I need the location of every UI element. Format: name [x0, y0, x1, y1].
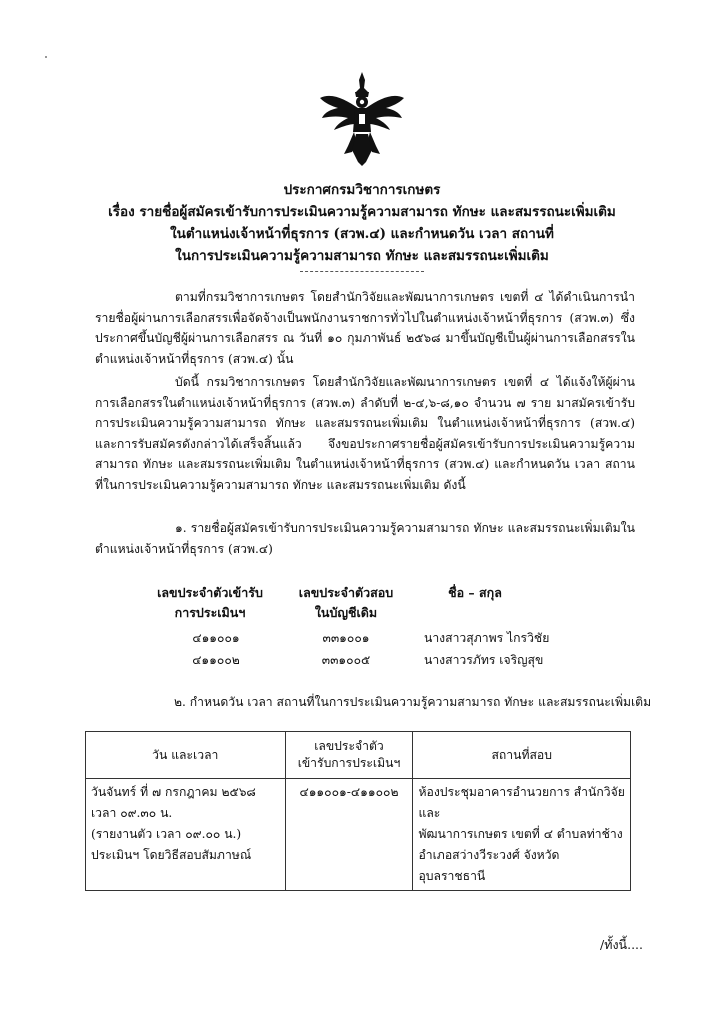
- candidate-1-exam-id: ๓๓๑๐๐๑: [322, 631, 370, 645]
- section-1-heading: ๑. รายชื่อผู้สมัครเข้ารับการประเมินความรู้ความสามารถ ทักษะ และสมรรถนะเพิ่มเติมในตำแหน่งเจ้าหน้าที่ธุรการ (สวพ.๔): [95, 521, 635, 556]
- candidate-2-eval-id: ๔๑๑๐๐๒: [192, 653, 240, 667]
- schedule-header-datetime: [86, 732, 286, 779]
- schedule-date: วันจันทร์ ที่ ๗ กรกฎาคม ๒๕๖๘: [91, 785, 256, 799]
- schedule-header-ids-line-2: เข้ารับการประเมินฯ: [297, 756, 401, 770]
- subject-line-1: เรื่อง รายชื่อผู้สมัครเข้ารับการประเมินความรู้ความสามารถ ทักษะ และสมรรถนะเพิ่มเติม: [108, 204, 616, 220]
- schedule-table: [85, 731, 631, 891]
- candidate-2-name: นางสาวรภัทร เจริญสุข: [424, 653, 544, 667]
- subject-line-2: ในตำแหน่งเจ้าหน้าที่ธุรการ (สวพ.๔) และกำหนดวัน เวลา สถานที่: [170, 226, 554, 242]
- schedule-place-line-3: อำเภอสว่างวีระวงศ์ จังหวัดอุบลราชธานี: [418, 848, 560, 883]
- schedule-place-cell: [413, 779, 631, 891]
- garuda-emblem-icon: [318, 70, 406, 168]
- paragraph-announcement: บัดนี้ กรมวิชาการเกษตร โดยสำนักวิจัยและพัฒนาการเกษตร เขตที่ ๔ ได้แจ้งให้ผู้ผ่านการเลือกสรรในตำแหน่งเจ้าหน้าที่ธุรการ (สวพ.๓) ลำดับที่ ๒-๔,๖-๘,๑๐ จำนวน ๗ ราย มาสมัครเข้ารับการประเมินความรู้ความสามารถ ทักษะ และสมรรถนะเพิ่มเติม ในตำแหน่งเจ้าหน้าที่ธุรการ (สวพ.๔) และการรับสมัครดังกล่าวได้เสร็จสิ้นแล้ว จึงขอประกาศรายชื่อผู้สมัครเข้ารับการประเมินความรู้ความสามารถ ทักษะ และสมรรถนะเพิ่มเติม ในตำแหน่งเจ้าหน้าที่ธุรการ (สวพ.๔) และกำหนดวัน เวลา สถานที่ในการประเมินความรู้ความสามารถ ทักษะ และสมรรถนะเพิ่มเติม ดังนี้: [95, 375, 635, 492]
- candidate-1-eval-id: ๔๑๑๐๐๑: [192, 631, 240, 645]
- col-exam-id-header-2: ในบัญชีเดิม: [314, 605, 378, 620]
- divider-line: [300, 271, 424, 272]
- issuer-title: ประกาศกรมวิชาการเกษตร: [283, 182, 441, 198]
- schedule-header-ids: [285, 732, 413, 779]
- candidate-2-exam-id: ๓๓๑๐๐๕: [321, 653, 371, 667]
- schedule-header-place-label: สถานที่สอบ: [491, 747, 552, 762]
- scan-speck: [45, 56, 47, 58]
- schedule-datetime-cell: [86, 779, 286, 891]
- schedule-id-range: ๔๑๑๐๐๑-๔๑๑๐๐๒: [299, 785, 399, 799]
- col-exam-id-header-1: เลขประจำตัวสอบ: [298, 585, 394, 600]
- schedule-method: ประเมินฯ โดยวิธีสอบสัมภาษณ์: [91, 848, 252, 862]
- schedule-report-time: (รายงานตัว เวลา ๐๙.๐๐ น.): [91, 827, 242, 841]
- continued-marker: /ทั้งนี้....: [600, 937, 643, 952]
- schedule-row: [86, 779, 631, 891]
- paragraph-background: ตามที่กรมวิชาการเกษตร โดยสำนักวิจัยและพัฒนาการเกษตร เขตที่ ๔ ได้ดำเนินการนำรายชื่อผู้ผ่านการเลือกสรรเพื่อจัดจ้างเป็นพนักงานราชการทั่วไปในตำแหน่งเจ้าหน้าที่ธุรการ (สวพ.๓) ซึ่งประกาศขึ้นบัญชีผู้ผ่านการเลือกสรร ณ วันที่ ๑๐ กุมภาพันธ์ ๒๕๖๘ มาขึ้นบัญชีเป็นผู้ผ่านการเลือกสรรในตำแหน่งเจ้าหน้าที่ธุรการ (สวพ.๔) นั้น: [95, 290, 635, 366]
- schedule-place-line-1: ห้องประชุมอาคารอำนวยการ สำนักวิจัยและ: [418, 785, 625, 820]
- schedule-header-datetime-label: วัน และเวลา: [152, 747, 219, 762]
- section-2-heading: ๒. กำหนดวัน เวลา สถานที่ในการประเมินความรู้ความสามารถ ทักษะ และสมรรถนะเพิ่มเติม: [174, 695, 652, 709]
- schedule-ids-cell: [285, 779, 413, 891]
- schedule-header-place: [413, 732, 631, 779]
- schedule-place-line-2: พัฒนาการเกษตร เขตที่ ๔ ตำบลท่าช้าง: [418, 827, 623, 841]
- schedule-header-ids-line-1: เลขประจำตัว: [314, 739, 384, 753]
- schedule-time: เวลา ๐๙.๓๐ น.: [91, 806, 173, 820]
- col-eval-id-header-2: การประเมินฯ: [174, 605, 246, 620]
- candidate-1-name: นางสาวสุภาพร ไกรวิชัย: [424, 631, 550, 645]
- subject-line-3: ในการประเมินความรู้ความสามารถ ทักษะ และสมรรถนะเพิ่มเติม: [175, 248, 549, 264]
- col-name-header: ชื่อ – สกุล: [448, 585, 502, 600]
- col-eval-id-header-1: เลขประจำตัวเข้ารับ: [157, 585, 263, 600]
- schedule-header-row: [86, 732, 631, 779]
